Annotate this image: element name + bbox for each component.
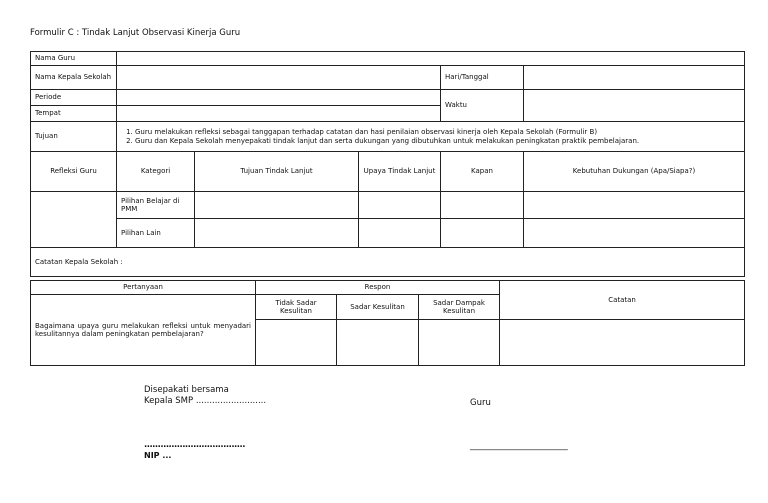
field-upaya-pmm[interactable] — [359, 192, 441, 219]
label-tempat: Tempat — [31, 106, 117, 122]
label-nama-guru: Nama Guru — [31, 52, 117, 66]
form-title: Formulir C : Tindak Lanjut Observasi Kinerja Guru — [30, 28, 241, 38]
field-hari-tanggal[interactable] — [524, 66, 745, 90]
field-tempat[interactable] — [117, 106, 441, 122]
header-upaya-tindak-lanjut: Upaya Tindak Lanjut — [359, 152, 441, 192]
field-sadar-dampak-kesulitan[interactable] — [419, 320, 500, 366]
header-tujuan-tindak-lanjut: Tujuan Tindak Lanjut — [195, 152, 359, 192]
header-respon: Respon — [256, 281, 500, 295]
kategori-pmm: Pilihan Belajar di PMM — [117, 192, 195, 219]
tujuan-list — [117, 122, 745, 152]
field-dukungan-lain[interactable] — [524, 219, 745, 248]
guru-signature-line: _______________________ — [470, 441, 568, 451]
field-periode[interactable] — [117, 90, 441, 106]
response-table — [30, 280, 745, 366]
header-kebutuhan-dukungan: Kebutuhan Dukungan (Apa/Siapa?) — [524, 152, 745, 192]
field-sadar-kesulitan[interactable] — [337, 320, 419, 366]
guru-label: Guru — [470, 398, 491, 408]
field-waktu[interactable] — [524, 90, 745, 122]
field-dukungan-pmm[interactable] — [524, 192, 745, 219]
label-nama-kepala: Nama Kepala Sekolah — [31, 66, 117, 90]
field-tujuan-pmm[interactable] — [195, 192, 359, 219]
kepala-signature-line: ..................................... — [144, 440, 245, 450]
label-waktu: Waktu — [441, 90, 524, 122]
label-tujuan: Tujuan — [31, 122, 117, 152]
option-sadar-kesulitan: Sadar Kesulitan — [337, 295, 419, 320]
field-tujuan-lain[interactable] — [195, 219, 359, 248]
option-tidak-sadar-kesulitan: Tidak Sadar Kesulitan — [256, 295, 337, 320]
field-catatan[interactable] — [500, 320, 745, 366]
option-sadar-dampak-kesulitan: Sadar Dampak Kesulitan — [419, 295, 500, 320]
field-nama-guru[interactable] — [117, 52, 745, 66]
kepala-smp-text: Kepala SMP .......................... — [144, 396, 267, 407]
field-upaya-lain[interactable] — [359, 219, 441, 248]
catatan-kepala-sekolah: Catatan Kepala Sekolah : — [31, 248, 745, 277]
observation-form-table — [30, 51, 745, 277]
reflection-question: Bagaimana upaya guru melakukan refleksi untuk menyadari kesulitannya dalam peningkatan pembelajaran? — [31, 295, 256, 366]
header-catatan: Catatan — [500, 281, 745, 320]
label-periode: Periode — [31, 90, 117, 106]
field-tidak-sadar-kesulitan[interactable] — [256, 320, 337, 366]
tujuan-item: 2. Guru dan Kepala Sekolah menyepakati tindak lanjut dan serta dukungan yang dibutuhkan untuk melakukan peningkatan praktik pembelajaran. — [135, 137, 740, 145]
tujuan-item: 1. Guru melakukan refleksi sebagai tanggapan terhadap catatan dan hasi penilaian observasi kinerja oleh Kepala Sekolah (Formulir B) — [135, 128, 740, 136]
header-kategori: Kategori — [117, 152, 195, 192]
disepakati-text: Disepakati bersama — [144, 385, 229, 395]
kategori-lain: Pilihan Lain — [117, 219, 195, 248]
field-kapan-pmm[interactable] — [441, 192, 524, 219]
label-hari-tanggal: Hari/Tanggal — [441, 66, 524, 90]
field-refleksi-guru[interactable] — [31, 192, 117, 248]
field-kapan-lain[interactable] — [441, 219, 524, 248]
header-refleksi-guru: Refleksi Guru — [31, 152, 117, 192]
header-kapan: Kapan — [441, 152, 524, 192]
field-nama-kepala[interactable] — [117, 66, 441, 90]
header-pertanyaan: Pertanyaan — [31, 281, 256, 295]
nip-text: NIP ... — [144, 451, 172, 460]
signature-kepala — [144, 385, 266, 408]
